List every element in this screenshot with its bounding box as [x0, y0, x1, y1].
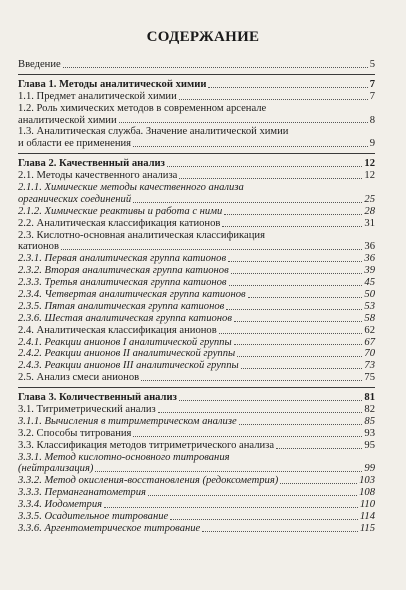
toc-entry[interactable]: [18, 265, 375, 277]
entry-title: Глава 2. Качественный анализ: [18, 158, 165, 170]
entry-page: 7: [369, 78, 375, 90]
toc-entry[interactable]: [18, 301, 375, 313]
entry-page: 25: [364, 193, 375, 205]
entry-title: 2.1. Методы качественного анализа: [18, 170, 178, 182]
toc-entry[interactable]: [18, 464, 375, 476]
entry-title: 3.3.4. Иодометрия: [18, 499, 103, 511]
entry-title: 3.3.3. Перманганатометрия: [18, 487, 146, 499]
entry-page: 31: [364, 217, 375, 229]
toc-entry[interactable]: [18, 277, 375, 289]
entry-title: и области ее применения: [18, 138, 132, 150]
entry-title: 3.3.2. Метод окисления-восстановления (редоксометрия): [18, 475, 279, 487]
entry-page: 73: [364, 360, 375, 372]
toc-entry[interactable]: [18, 241, 375, 253]
entry-page: 39: [364, 265, 375, 277]
entry-title-line[interactable]: 3.3.1. Метод кислотно-основного титрования: [18, 451, 230, 463]
toc-entry[interactable]: [18, 253, 375, 265]
entry-page: 50: [364, 289, 375, 301]
entry-title: 1.1. Предмет аналитической химии: [18, 90, 177, 102]
entry-title: 2.3.5. Пятая аналитическая группа катионов: [18, 300, 225, 312]
entry-page: 95: [364, 439, 375, 451]
toc-entry[interactable]: [18, 170, 375, 182]
entry-title: органических соединений: [18, 193, 132, 205]
entry-title: (нейтрализация): [18, 463, 94, 475]
entry-title: 2.3.6. Шестая аналитическая группа катионов: [18, 312, 232, 324]
entry-page: 28: [364, 205, 375, 217]
toc-entry[interactable]: [18, 428, 375, 440]
toc-entry[interactable]: [18, 523, 375, 535]
toc-entry[interactable]: [18, 404, 375, 416]
entry-page: 5: [369, 58, 375, 70]
entry-page: 9: [369, 138, 375, 150]
toc-entry[interactable]: [18, 337, 375, 349]
entry-page: 7: [369, 90, 375, 102]
toc-entry[interactable]: [18, 416, 375, 428]
entry-page: 12: [364, 158, 375, 170]
entry-title: 3.3.6. Аргентометрическое титрование: [18, 522, 201, 534]
entry-title: Глава 1. Методы аналитической химии: [18, 78, 207, 90]
toc-entry[interactable]: [18, 194, 375, 206]
divider: [18, 387, 375, 388]
chapter-heading[interactable]: [18, 79, 375, 91]
divider: [18, 74, 375, 75]
toc-entry[interactable]: [18, 206, 375, 218]
entry-page: 62: [364, 324, 375, 336]
entry-title: 2.4.3. Реакции анионов III аналитической группы: [18, 360, 239, 372]
entry-page: 8: [369, 114, 375, 126]
toc-entry[interactable]: [18, 91, 375, 103]
entry-page: 12: [364, 170, 375, 182]
toc-entry[interactable]: [18, 313, 375, 325]
divider: [18, 153, 375, 154]
entry-title: 2.3.3. Третья аналитическая группа катионов: [18, 277, 227, 289]
toc-entry[interactable]: [18, 325, 375, 337]
toc-entry[interactable]: [18, 360, 375, 372]
entry-title: аналитической химии: [18, 114, 117, 126]
toc-entry[interactable]: [18, 499, 375, 511]
entry-title: 2.4.1. Реакции анионов I аналитической группы: [18, 336, 232, 348]
chapter-heading[interactable]: [18, 392, 375, 404]
entry-title: 2.4. Аналитическая классификация анионов: [18, 324, 217, 336]
entry-title: 3.2. Способы титрования: [18, 427, 132, 439]
entry-page: 114: [359, 511, 375, 523]
entry-page: 36: [364, 241, 375, 253]
toc-entry[interactable]: [18, 348, 375, 360]
entry-title: 3.1. Титриметрический анализ: [18, 404, 156, 416]
toc-entry[interactable]: [18, 511, 375, 523]
table-of-contents: [18, 59, 375, 535]
entry-title: 3.3.5. Осадительное титрование: [18, 511, 169, 523]
entry-page: 110: [359, 499, 375, 511]
entry-title: Глава 3. Количественный анализ: [18, 392, 177, 404]
entry-page: 103: [359, 475, 375, 487]
entry-title: 2.3.2. Вторая аналитическая группа катионов: [18, 265, 229, 277]
entry-page: 108: [359, 487, 375, 499]
toc-entry[interactable]: [18, 475, 375, 487]
entry-page: 70: [364, 348, 375, 360]
entry-page: 99: [364, 463, 375, 475]
entry-page: 85: [364, 415, 375, 427]
entry-title: 3.3. Классификация методов титриметрического анализа: [18, 439, 275, 451]
entry-title: катионов: [18, 241, 59, 253]
toc-entry[interactable]: [18, 115, 375, 127]
entry-page: 45: [364, 277, 375, 289]
entry-title: 2.5. Анализ смеси анионов: [18, 372, 140, 384]
entry-title: 2.1.2. Химические реактивы и работа с ними: [18, 205, 223, 217]
toc-entry[interactable]: [18, 138, 375, 150]
chapter-heading[interactable]: [18, 158, 375, 170]
entry-page: 115: [359, 522, 375, 534]
toc-entry[interactable]: [18, 440, 375, 452]
entry-title: Введение: [18, 58, 61, 70]
toc-entry[interactable]: [18, 487, 375, 499]
entry-page: 53: [364, 300, 375, 312]
entry-page: 36: [364, 253, 375, 265]
toc-entry[interactable]: [18, 372, 375, 384]
entry-title-line[interactable]: 1.3. Аналитическая служба. Значение аналитической химии: [18, 126, 289, 138]
toc-entry[interactable]: [18, 218, 375, 230]
entry-title: 2.2. Аналитическая классификация катионов: [18, 217, 221, 229]
entry-page: 67: [364, 336, 375, 348]
entry-title-line[interactable]: 1.2. Роль химических методов в современном арсенале: [18, 102, 267, 114]
entry-title-line[interactable]: 2.1.1. Химические методы качественного анализа: [18, 182, 244, 194]
entry-page: 75: [364, 372, 375, 384]
toc-entry[interactable]: [18, 59, 375, 71]
page-title: СОДЕРЖАНИЕ: [146, 29, 260, 45]
entry-title: 2.3.4. Четвертая аналитическая группа катионов: [18, 289, 246, 301]
entry-page: 82: [364, 404, 375, 416]
entry-page: 81: [364, 392, 375, 404]
entry-title-line[interactable]: 2.3. Кислотно-основная аналитическая классификация: [18, 229, 265, 241]
entry-title: 2.3.1. Первая аналитическая группа катионов: [18, 253, 227, 265]
entry-page: 58: [364, 312, 375, 324]
toc-entry[interactable]: [18, 289, 375, 301]
entry-title: 3.1.1. Вычисления в титриметрическом анализе: [18, 415, 237, 427]
entry-page: 93: [364, 427, 375, 439]
entry-title: 2.4.2. Реакции анионов II аналитической группы: [18, 348, 236, 360]
